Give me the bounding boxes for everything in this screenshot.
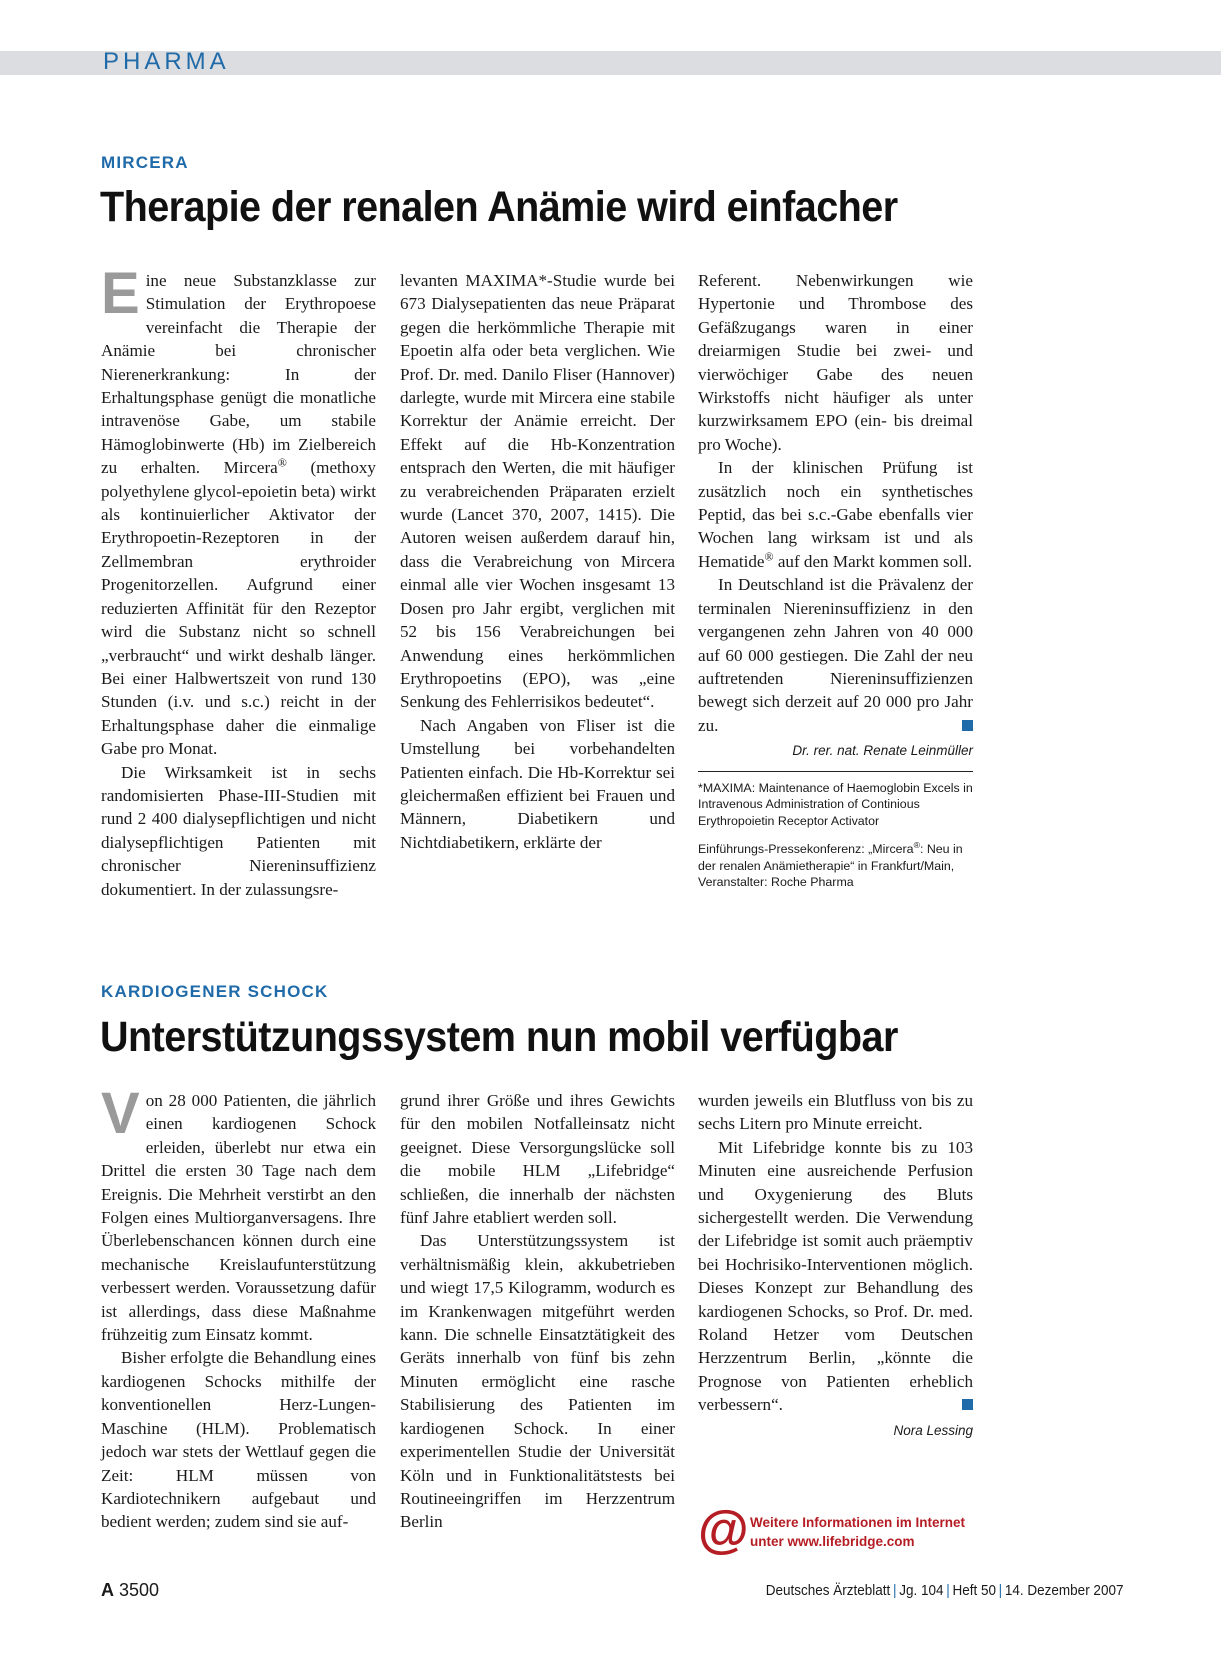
end-mark-icon xyxy=(962,720,973,731)
article1-column-1 xyxy=(101,261,376,901)
article2-paragraph xyxy=(101,1081,376,1346)
journal-volume: Jg. 104 xyxy=(898,1582,944,1599)
article1-paragraph: Referent. Nebenwirkungen wie Hypertonie und Thrombose des Gefäßzugangs waren in einer dreiarmigen Studie bei zwei- und vierwöchiger Gabe des neuen Wirkstoffs nicht häufiger als unter kurzwirksamem EPO (ein- bis dreimal pro Woche). xyxy=(698,271,973,454)
at-sign-icon: @ xyxy=(698,1501,749,1559)
article2-column-2 xyxy=(400,1089,675,1534)
registered-mark: ® xyxy=(764,549,774,564)
article2-paragraph: Bisher erfolgte die Behandlung eines kardiogenen Schocks mithilfe der konventionellen Herz-Lungen-Maschine (HLM). Problematisch jedoch war stets der Wettlauf gegen die Zeit: HLM müssen von Kardiotechnikern aufgebaut und bedient werden; zudem sind sie auf- xyxy=(101,1348,376,1532)
footnote-press-conference xyxy=(698,841,973,891)
footnote-maxima: *MAXIMA: Maintenance of Haemoglobin Excels in Intravenous Administration of Continious Erythropoietin Receptor Activator xyxy=(698,780,973,828)
article1-paragraph: Die Wirksamkeit ist in sechs randomisierten Phase-III-Studien mit rund 2 400 dialysepflichtigen und nicht dialysepflichtigen Patienten mit chronischer Niereninsuffizienz dokumentiert. In der zulassungsre- xyxy=(101,762,376,899)
article1-paragraph: Nach Angaben von Fliser ist die Umstellung bei vorbehandelten Patienten einfach. Die Hb-Korrektur sei gleichermaßen effizient bei Frauen und Männern, Diabetikern und Nichtdiabetikern, erklärte der xyxy=(400,715,675,852)
info-line: Weitere Informationen im Internet xyxy=(750,1515,966,1530)
internet-info-box xyxy=(698,1501,998,1559)
page-number-value: 3500 xyxy=(119,1580,160,1600)
article2-column-3 xyxy=(698,1089,973,1442)
text: ine neue Substanzklasse zur Stimulation der Erythropoese vereinfacht die Therapie der Anämie bei chronischer Nierenerkrankung: In der Erhaltungsphase genügt die monatliche intravenöse Gabe, um stabile Hämoglobinwerte (Hb) im Zielbereich zu erhalten. Mircera xyxy=(101,271,376,478)
article2-title: Unterstützungssystem nun mobil verfügbar xyxy=(100,1013,898,1061)
page-prefix: A xyxy=(101,1580,114,1600)
article2-paragraph: Das Unterstützungssystem ist verhältnismäßig klein, akkubetrieben und wiegt 17,5 Kilogramm, wodurch es im Krankenwagen mitgeführt werden kann. Die schnelle Einsatztätigkeit des Geräts innerhalb von fünf bis zehn Minuten ermöglicht eine rasche Stabilisierung des Patienten im kardiogenen Schock. In einer experimentellen Studie der Universität Köln und in Funktionalitätstests bei Routineeingriffen im Herzzentrum Berlin xyxy=(400,1231,675,1532)
separator: | xyxy=(892,1582,897,1599)
article2-paragraph: wurden jeweils ein Blutfluss von bis zu sechs Litern pro Minute erreicht. xyxy=(698,1091,973,1134)
text: Einführungs-Pressekonferenz: „Mircera xyxy=(698,842,914,857)
dropcap: E xyxy=(101,261,140,326)
text: on 28 000 Patienten, die jährlich einen kardiogenen Schock erleiden, überlebt nur etwa ein Drittel die ersten 30 Tage nach dem Ereignis. Die Mehrheit verstirbt an den Folgen eines Multiorganversagens. Ihre Überlebenschancen können durch eine mechanische Kreislaufunterstützung verbessert werden. Voraussetzung dafür ist allerdings, dass diese Maßnahme frühzeitig zum Einsatz kommt. xyxy=(101,1091,376,1345)
text: In Deutschland ist die Prävalenz der terminalen Niereninsuffizienz in den vergangenen zehn Jahren von 40 000 auf 60 000 gestiegen. Die Zahl der neu auftretenden Niereninsuffizienzen bewegt sich derzeit auf 20 000 pro Jahr zu. xyxy=(698,575,973,735)
article1-paragraph: levanten MAXIMA*-Studie wurde bei 673 Dialysepatienten das neue Präparat gegen die herkömmliche Therapie mit Epoetin alfa oder beta verglichen. Wie Prof. Dr. med. Danilo Fliser (Hannover) darlegte, wurde mit Mircera eine stabile Korrektur der Anämie erreicht. Der Effekt auf die Hb-Konzentration entsprach den Werten, die mit häufiger zu verabreichenden Präparaten erzielt wurde (Lancet 370, 2007, 1415). Die Autoren weisen außerdem darauf hin, dass die Verabreichung von Mircera einmal alle vier Wochen insgesamt 13 Dosen pro Jahr ergibt, verglichen mit 52 bis 156 Verabreichungen bei Anwendung eines herkömmlichen Erythropoetins (EPO), was „eine Senkung des Fehlerrisikos bedeutet“. xyxy=(400,271,675,712)
registered-mark: ® xyxy=(913,839,920,850)
text: Mit Lifebridge konnte bis zu 103 Minuten eine ausreichende Perfusion und Oxygenierung des Bluts sichergestellt werden. Die Verwendung der Lifebridge ist somit auch präemptiv bei Hochrisiko-Interventionen möglich. Dieses Konzept zur Behandlung des kardiogenen Schocks, so Prof. Dr. med. Roland Hetzer vom Deutschen Herzzentrum Berlin, „könnte die Prognose von Patienten erheblich verbessern“. xyxy=(698,1137,973,1415)
article2-kicker: KARDIOGENER SCHOCK xyxy=(101,982,329,1001)
article2-paragraph: grund ihrer Größe und ihres Gewichts für den mobilen Notfalleinsatz nicht geeignet. Diese Versorgungslücke soll die mobile HLM „Lifebridge“ schließen, die innerhalb der nächsten fünf Jahre etabliert werden soll. xyxy=(400,1091,675,1228)
page-number xyxy=(101,1580,159,1601)
article1-author: Dr. rer. nat. Renate Leinmüller xyxy=(792,743,973,759)
article2-author: Nora Lessing xyxy=(893,1422,973,1438)
info-link[interactable]: unter www.lifebridge.com xyxy=(750,1534,915,1549)
article2-column-1 xyxy=(101,1081,376,1534)
separator: | xyxy=(945,1582,950,1599)
end-mark-icon xyxy=(962,1399,973,1410)
article1-column-2 xyxy=(400,269,675,854)
dropcap: V xyxy=(101,1081,140,1146)
text: : Neu in der renalen Anämietherapie“ in Frankfurt/Main, Veranstalter: Roche Pharma xyxy=(698,842,963,890)
article2-paragraph xyxy=(698,1136,973,1417)
journal-issue: Heft 50 xyxy=(951,1582,996,1599)
footnote-divider xyxy=(698,771,973,772)
section-label: PHARMA xyxy=(103,48,230,75)
text: (methoxy polyethylene glycol-epoietin beta) wirkt als kontinuierlicher Aktivator der Erythropoetin-Rezeptoren in der Zellmembran erythroider Progenitorzellen. Aufgrund einer reduzierten Affinität für den Rezeptor wird die Substanz nicht so schnell „verbraucht“ und wirkt deshalb länger. Bei einer Halbwertszeit von rund 130 Stunden (i.v. und s.c.) reicht in der Erhaltungsphase daher die einmalige Gabe pro Monat. xyxy=(101,458,376,759)
article1-paragraph xyxy=(698,456,973,573)
journal-name: Deutsches Ärzteblatt xyxy=(765,1582,890,1599)
article1-paragraph xyxy=(101,261,376,761)
article1-column-3 xyxy=(698,269,973,891)
article1-kicker: MIRCERA xyxy=(101,153,189,172)
separator: | xyxy=(998,1582,1002,1599)
info-text xyxy=(750,1513,965,1551)
journal-citation xyxy=(765,1582,1123,1599)
text: auf den Markt kommen soll. xyxy=(773,551,972,571)
text: In der klinischen Prüfung ist zusätzlich noch ein synthetisches Peptid, das bei s.c.-Gabe ebenfalls vier Wochen lang wirksam ist und als Hematide xyxy=(698,458,973,571)
article1-paragraph xyxy=(698,573,973,737)
article1-title: Therapie der renalen Anämie wird einfacher xyxy=(100,183,898,231)
journal-date: 14. Dezember 2007 xyxy=(1004,1582,1123,1599)
registered-mark: ® xyxy=(277,455,287,470)
